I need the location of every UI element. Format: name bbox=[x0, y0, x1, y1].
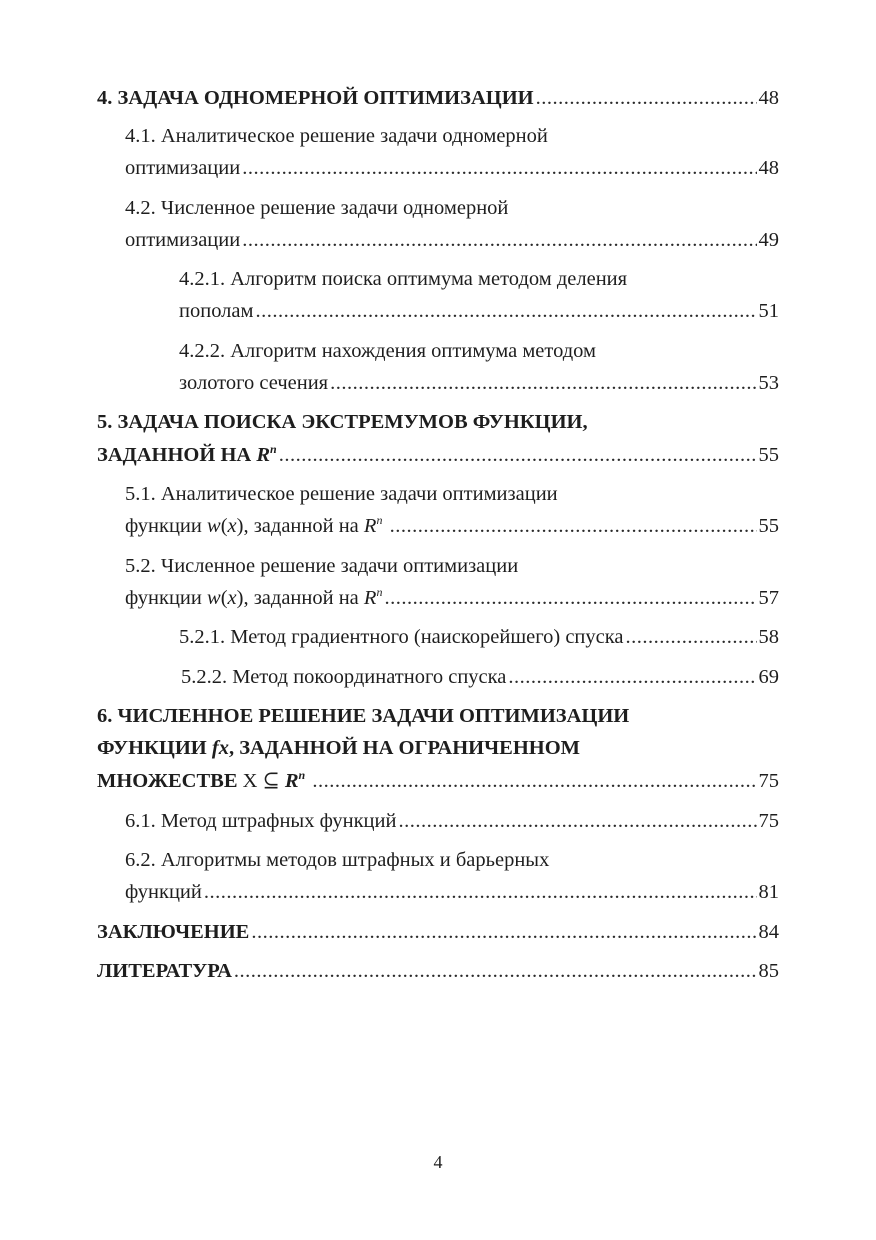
text-part: , ЗАДАННОЙ НА ОГРАНИЧЕННОМ bbox=[228, 737, 581, 759]
toc-title: золотого сечения bbox=[179, 372, 329, 394]
dot-leader bbox=[242, 228, 756, 252]
toc-entry-5-2[interactable] bbox=[125, 586, 779, 610]
toc-entry-4-2[interactable] bbox=[125, 228, 779, 252]
subset-expression: X ⊆ bbox=[242, 770, 280, 792]
superscript: n bbox=[270, 442, 277, 456]
dot-leader bbox=[626, 625, 757, 649]
toc-entry-4-2-1-line1: 4.2.1. Алгоритм поиска оптимума методом деления bbox=[179, 268, 628, 290]
toc-entry-6-1[interactable] bbox=[125, 809, 779, 833]
toc-page-number: 81 bbox=[758, 881, 779, 903]
set-symbol: R bbox=[363, 587, 377, 609]
toc-page-number: 55 bbox=[758, 515, 779, 537]
dot-leader bbox=[398, 809, 756, 833]
toc-page-number: 75 bbox=[758, 810, 779, 832]
toc-title: функции w(x), заданной на $R^n$ bbox=[125, 513, 383, 537]
dot-leader bbox=[204, 880, 757, 904]
dot-leader bbox=[255, 299, 756, 323]
superscript: n bbox=[298, 768, 306, 782]
text-part: функции bbox=[125, 587, 202, 609]
toc-title: оптимизации bbox=[125, 157, 241, 179]
toc-entry-ch6-line1: 6. ЧИСЛЕННОЕ РЕШЕНИЕ ЗАДАЧИ ОПТИМИЗАЦИИ bbox=[97, 705, 630, 727]
set-symbol: R bbox=[256, 444, 271, 466]
math-x: x bbox=[227, 587, 237, 609]
toc-entry-5-2-line1: 5.2. Численное решение задачи оптимизации bbox=[125, 555, 519, 577]
math-w: w bbox=[207, 515, 221, 537]
set-symbol: R bbox=[284, 770, 299, 792]
toc-entry-conclusion[interactable] bbox=[97, 920, 779, 944]
page-number: 4 bbox=[433, 1152, 443, 1172]
toc-title: функции w(x), заданной на $R^n$ bbox=[125, 585, 383, 609]
toc-title: оптимизации bbox=[125, 229, 241, 251]
dot-leader bbox=[508, 665, 756, 689]
toc-title: 5.2.1. Метод градиентного (наискорейшего) спуска bbox=[179, 626, 624, 648]
toc-entry-5-1-line1: 5.1. Аналитическое решение задачи оптимизации bbox=[125, 483, 558, 505]
toc-entry-4-2-1[interactable] bbox=[179, 299, 779, 323]
math-fx: fx bbox=[211, 737, 229, 759]
dot-leader bbox=[384, 586, 756, 610]
toc-entry-6-2[interactable] bbox=[125, 880, 779, 904]
toc-title: 6.1. Метод штрафных функций bbox=[125, 810, 397, 832]
text-part: заданной на bbox=[253, 515, 359, 537]
toc-title: пополам bbox=[179, 300, 254, 322]
toc-page-number: 48 bbox=[758, 87, 779, 109]
toc-title bbox=[97, 443, 277, 467]
dot-leader bbox=[251, 920, 756, 944]
toc-title: функций bbox=[125, 881, 202, 903]
toc-title: 4. ЗАДАЧА ОДНОМЕРНОЙ ОПТИМИЗАЦИИ bbox=[97, 87, 534, 109]
toc-entry-ch4[interactable] bbox=[97, 86, 779, 110]
text-part: функции bbox=[125, 515, 202, 537]
toc-entry-5-2-2[interactable] bbox=[181, 665, 779, 689]
text-part: заданной на bbox=[253, 587, 359, 609]
toc-entry-4-2-line1: 4.2. Численное решение задачи одномерной bbox=[125, 197, 509, 219]
math-w: w bbox=[207, 587, 221, 609]
toc-title: ЛИТЕРАТУРА bbox=[97, 960, 232, 982]
toc-entry-5-2-1[interactable] bbox=[179, 625, 779, 649]
toc-title bbox=[97, 769, 310, 793]
toc-entry-literature[interactable] bbox=[97, 959, 779, 983]
toc-entry-ch6[interactable] bbox=[97, 769, 779, 793]
toc-page-number: 85 bbox=[758, 960, 779, 982]
dot-leader bbox=[279, 443, 757, 467]
text-part: ФУНКЦИИ bbox=[97, 737, 207, 759]
toc-entry-ch6-line2 bbox=[97, 736, 580, 760]
toc-entry-4-2-2-line1: 4.2.2. Алгоритм нахождения оптимума методом bbox=[179, 340, 597, 362]
dot-leader bbox=[234, 959, 757, 983]
toc-page-number: 53 bbox=[758, 372, 779, 394]
toc-entry-4-1-line1: 4.1. Аналитическое решение задачи одномерной bbox=[125, 125, 548, 147]
superscript: n bbox=[376, 513, 383, 527]
toc-title: 5.2.2. Метод покоординатного спуска bbox=[181, 666, 507, 688]
dot-leader bbox=[312, 769, 756, 793]
set-symbol: R bbox=[363, 515, 377, 537]
toc-page-number: 69 bbox=[758, 666, 779, 688]
toc-page-number: 49 bbox=[758, 229, 779, 251]
toc-page-number: 48 bbox=[758, 157, 779, 179]
dot-leader bbox=[242, 156, 756, 180]
dot-leader bbox=[390, 514, 757, 538]
superscript: n bbox=[376, 585, 383, 599]
toc-page-number: 75 bbox=[758, 770, 779, 792]
toc-entry-4-1[interactable] bbox=[125, 156, 779, 180]
toc-entry-6-2-line1: 6.2. Алгоритмы методов штрафных и барьерных bbox=[125, 849, 550, 871]
toc-page-number: 57 bbox=[758, 587, 779, 609]
toc-page-number: 84 bbox=[758, 921, 779, 943]
toc-page-number: 58 bbox=[758, 626, 779, 648]
text-part: МНОЖЕСТВЕ bbox=[97, 770, 238, 792]
toc-entry-4-2-2[interactable] bbox=[179, 371, 779, 395]
toc-page-number: 51 bbox=[758, 300, 779, 322]
toc-title-text: ЗАДАННОЙ НА bbox=[97, 444, 252, 466]
dot-leader bbox=[330, 371, 756, 395]
dot-leader bbox=[536, 86, 757, 110]
toc-entry-ch5[interactable] bbox=[97, 443, 779, 467]
toc-title: ЗАКЛЮЧЕНИЕ bbox=[97, 921, 250, 943]
toc-entry-5-1[interactable] bbox=[125, 514, 779, 538]
math-x: x bbox=[227, 515, 237, 537]
toc-entry-ch5-line1: 5. ЗАДАЧА ПОИСКА ЭКСТРЕМУМОВ ФУНКЦИИ, bbox=[97, 411, 588, 433]
toc-page-number: 55 bbox=[758, 444, 779, 466]
